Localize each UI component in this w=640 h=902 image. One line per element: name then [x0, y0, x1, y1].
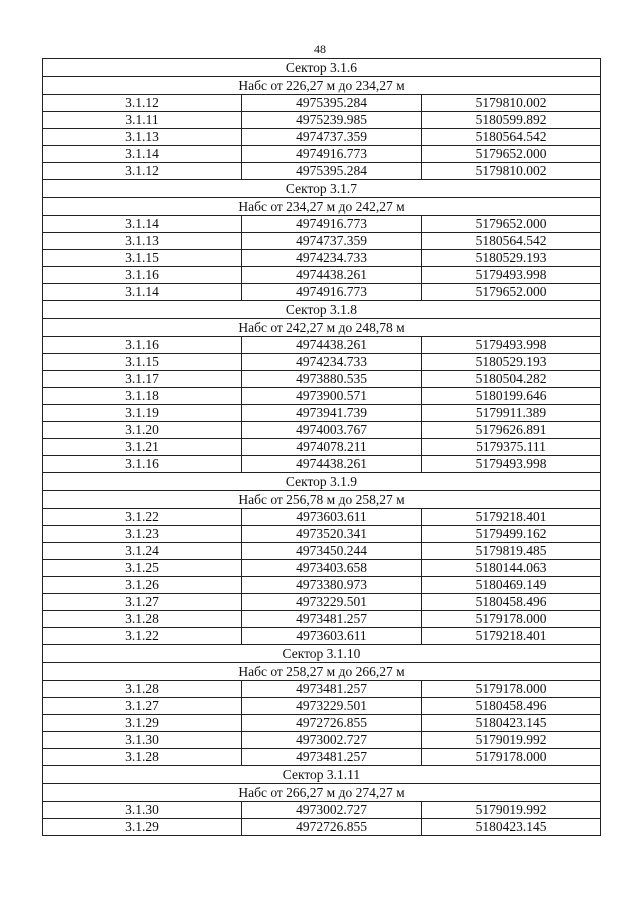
y-coordinate-cell: 5179810.002: [422, 163, 601, 180]
y-coordinate-cell: 5179911.389: [422, 405, 601, 422]
point-id-cell: 3.1.12: [43, 95, 242, 112]
point-id-cell: 3.1.27: [43, 698, 242, 715]
sector-height-range: Набс от 234,27 м до 242,27 м: [43, 198, 601, 216]
table-row: [43, 233, 601, 250]
sector-subtitle-row: [43, 77, 601, 95]
table-row: [43, 715, 601, 732]
x-coordinate-cell: 4974737.359: [242, 129, 422, 146]
y-coordinate-cell: 5179652.000: [422, 216, 601, 233]
y-coordinate-cell: 5180529.193: [422, 354, 601, 371]
sector-title: Сектор 3.1.8: [43, 301, 601, 319]
table-row: [43, 95, 601, 112]
x-coordinate-cell: 4973002.727: [242, 802, 422, 819]
table-row: [43, 749, 601, 766]
point-id-cell: 3.1.12: [43, 163, 242, 180]
sector-subtitle-row: [43, 784, 601, 802]
table-row: [43, 526, 601, 543]
point-id-cell: 3.1.28: [43, 749, 242, 766]
x-coordinate-cell: 4973941.739: [242, 405, 422, 422]
y-coordinate-cell: 5179218.401: [422, 628, 601, 645]
x-coordinate-cell: 4975395.284: [242, 163, 422, 180]
sector-title-row: [43, 473, 601, 491]
table-row: [43, 216, 601, 233]
x-coordinate-cell: 4975239.985: [242, 112, 422, 129]
table-row: [43, 284, 601, 301]
y-coordinate-cell: 5179626.891: [422, 422, 601, 439]
point-id-cell: 3.1.16: [43, 267, 242, 284]
table-row: [43, 267, 601, 284]
sector-title: Сектор 3.1.10: [43, 645, 601, 663]
table-row: [43, 681, 601, 698]
y-coordinate-cell: 5180199.646: [422, 388, 601, 405]
y-coordinate-cell: 5179178.000: [422, 681, 601, 698]
sector-title: Сектор 3.1.11: [43, 766, 601, 784]
sector-subtitle-row: [43, 198, 601, 216]
point-id-cell: 3.1.16: [43, 456, 242, 473]
sector-subtitle-row: [43, 663, 601, 681]
x-coordinate-cell: 4973229.501: [242, 698, 422, 715]
x-coordinate-cell: 4974438.261: [242, 337, 422, 354]
table-row: [43, 354, 601, 371]
point-id-cell: 3.1.29: [43, 819, 242, 836]
x-coordinate-cell: 4974737.359: [242, 233, 422, 250]
sector-title-row: [43, 766, 601, 784]
sector-height-range: Набс от 256,78 м до 258,27 м: [43, 491, 601, 509]
table-row: [43, 371, 601, 388]
y-coordinate-cell: 5180564.542: [422, 129, 601, 146]
sector-height-range: Набс от 258,27 м до 266,27 м: [43, 663, 601, 681]
y-coordinate-cell: 5179218.401: [422, 509, 601, 526]
x-coordinate-cell: 4973520.341: [242, 526, 422, 543]
x-coordinate-cell: 4973002.727: [242, 732, 422, 749]
sector-height-range: Набс от 226,27 м до 234,27 м: [43, 77, 601, 95]
point-id-cell: 3.1.23: [43, 526, 242, 543]
x-coordinate-cell: 4974003.767: [242, 422, 422, 439]
point-id-cell: 3.1.16: [43, 337, 242, 354]
point-id-cell: 3.1.28: [43, 611, 242, 628]
y-coordinate-cell: 5180469.149: [422, 577, 601, 594]
point-id-cell: 3.1.13: [43, 233, 242, 250]
table-row: [43, 405, 601, 422]
point-id-cell: 3.1.28: [43, 681, 242, 698]
coordinates-table: [42, 58, 601, 836]
x-coordinate-cell: 4974916.773: [242, 146, 422, 163]
x-coordinate-cell: 4974234.733: [242, 354, 422, 371]
y-coordinate-cell: 5179493.998: [422, 456, 601, 473]
point-id-cell: 3.1.29: [43, 715, 242, 732]
point-id-cell: 3.1.14: [43, 216, 242, 233]
table-row: [43, 628, 601, 645]
x-coordinate-cell: 4973603.611: [242, 509, 422, 526]
x-coordinate-cell: 4973481.257: [242, 611, 422, 628]
sector-title-row: [43, 645, 601, 663]
table-row: [43, 112, 601, 129]
x-coordinate-cell: 4973880.535: [242, 371, 422, 388]
point-id-cell: 3.1.14: [43, 284, 242, 301]
point-id-cell: 3.1.15: [43, 354, 242, 371]
point-id-cell: 3.1.14: [43, 146, 242, 163]
x-coordinate-cell: 4973481.257: [242, 681, 422, 698]
table-row: [43, 577, 601, 594]
x-coordinate-cell: 4974438.261: [242, 456, 422, 473]
y-coordinate-cell: 5180458.496: [422, 698, 601, 715]
x-coordinate-cell: 4972726.855: [242, 715, 422, 732]
point-id-cell: 3.1.13: [43, 129, 242, 146]
y-coordinate-cell: 5179178.000: [422, 611, 601, 628]
y-coordinate-cell: 5180423.145: [422, 715, 601, 732]
x-coordinate-cell: 4973481.257: [242, 749, 422, 766]
table-row: [43, 163, 601, 180]
x-coordinate-cell: 4974078.211: [242, 439, 422, 456]
table-row: [43, 456, 601, 473]
table-row: [43, 129, 601, 146]
y-coordinate-cell: 5180458.496: [422, 594, 601, 611]
y-coordinate-cell: 5179499.162: [422, 526, 601, 543]
y-coordinate-cell: 5179019.992: [422, 732, 601, 749]
x-coordinate-cell: 4975395.284: [242, 95, 422, 112]
table-row: [43, 698, 601, 715]
point-id-cell: 3.1.15: [43, 250, 242, 267]
x-coordinate-cell: 4973403.658: [242, 560, 422, 577]
point-id-cell: 3.1.26: [43, 577, 242, 594]
table-row: [43, 250, 601, 267]
sector-title-row: [43, 59, 601, 77]
x-coordinate-cell: 4974234.733: [242, 250, 422, 267]
y-coordinate-cell: 5179652.000: [422, 284, 601, 301]
y-coordinate-cell: 5179493.998: [422, 267, 601, 284]
point-id-cell: 3.1.30: [43, 802, 242, 819]
x-coordinate-cell: 4972726.855: [242, 819, 422, 836]
y-coordinate-cell: 5179178.000: [422, 749, 601, 766]
page-number: 48: [314, 42, 326, 56]
sector-subtitle-row: [43, 491, 601, 509]
x-coordinate-cell: 4974438.261: [242, 267, 422, 284]
y-coordinate-cell: 5180599.892: [422, 112, 601, 129]
y-coordinate-cell: 5179493.998: [422, 337, 601, 354]
x-coordinate-cell: 4974916.773: [242, 216, 422, 233]
x-coordinate-cell: 4973380.973: [242, 577, 422, 594]
table-row: [43, 594, 601, 611]
sector-height-range: Набс от 242,27 м до 248,78 м: [43, 319, 601, 337]
point-id-cell: 3.1.21: [43, 439, 242, 456]
coordinates-table-body: [43, 59, 601, 836]
y-coordinate-cell: 5180564.542: [422, 233, 601, 250]
point-id-cell: 3.1.17: [43, 371, 242, 388]
point-id-cell: 3.1.18: [43, 388, 242, 405]
y-coordinate-cell: 5180504.282: [422, 371, 601, 388]
table-row: [43, 543, 601, 560]
point-id-cell: 3.1.20: [43, 422, 242, 439]
table-row: [43, 732, 601, 749]
sector-title-row: [43, 180, 601, 198]
y-coordinate-cell: 5179019.992: [422, 802, 601, 819]
point-id-cell: 3.1.24: [43, 543, 242, 560]
point-id-cell: 3.1.22: [43, 509, 242, 526]
y-coordinate-cell: 5179819.485: [422, 543, 601, 560]
y-coordinate-cell: 5179810.002: [422, 95, 601, 112]
point-id-cell: 3.1.27: [43, 594, 242, 611]
table-row: [43, 337, 601, 354]
x-coordinate-cell: 4974916.773: [242, 284, 422, 301]
table-row: [43, 560, 601, 577]
sector-title: Сектор 3.1.9: [43, 473, 601, 491]
table-row: [43, 439, 601, 456]
sector-title: Сектор 3.1.7: [43, 180, 601, 198]
table-row: [43, 802, 601, 819]
table-row: [43, 388, 601, 405]
y-coordinate-cell: 5179652.000: [422, 146, 601, 163]
table-row: [43, 422, 601, 439]
sector-height-range: Набс от 266,27 м до 274,27 м: [43, 784, 601, 802]
point-id-cell: 3.1.25: [43, 560, 242, 577]
point-id-cell: 3.1.30: [43, 732, 242, 749]
table-row: [43, 819, 601, 836]
x-coordinate-cell: 4973450.244: [242, 543, 422, 560]
sector-subtitle-row: [43, 319, 601, 337]
table-row: [43, 509, 601, 526]
y-coordinate-cell: 5180529.193: [422, 250, 601, 267]
y-coordinate-cell: 5180423.145: [422, 819, 601, 836]
sector-title: Сектор 3.1.6: [43, 59, 601, 77]
sector-title-row: [43, 301, 601, 319]
table-row: [43, 611, 601, 628]
x-coordinate-cell: 4973900.571: [242, 388, 422, 405]
x-coordinate-cell: 4973229.501: [242, 594, 422, 611]
point-id-cell: 3.1.22: [43, 628, 242, 645]
x-coordinate-cell: 4973603.611: [242, 628, 422, 645]
y-coordinate-cell: 5180144.063: [422, 560, 601, 577]
point-id-cell: 3.1.11: [43, 112, 242, 129]
y-coordinate-cell: 5179375.111: [422, 439, 601, 456]
point-id-cell: 3.1.19: [43, 405, 242, 422]
table-row: [43, 146, 601, 163]
